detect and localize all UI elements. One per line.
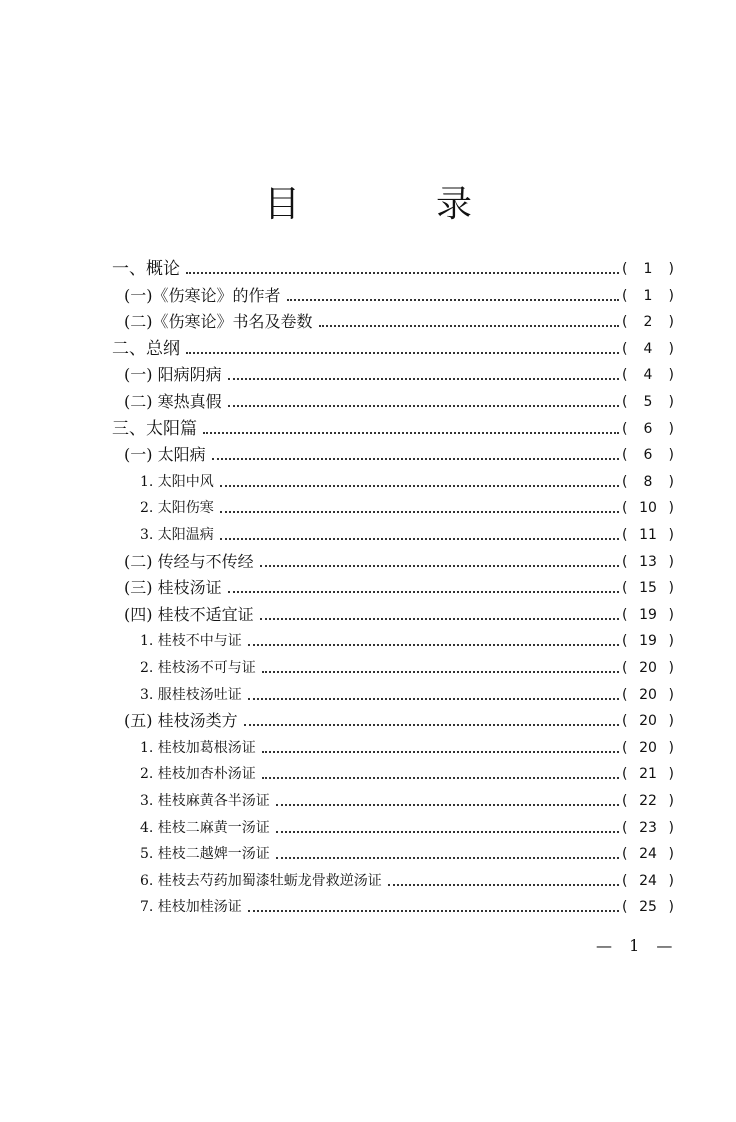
toc-page-number: ( 6 ) xyxy=(622,420,674,437)
toc-entry xyxy=(0,868,736,892)
dot-leader xyxy=(220,509,619,513)
dot-leader xyxy=(248,696,619,700)
dot-leader xyxy=(220,483,619,487)
toc-entry xyxy=(0,655,736,679)
toc-entry-label: 1. 桂枝不中与证 xyxy=(140,633,242,650)
toc-entry-label: 5. 桂枝二越婢一汤证 xyxy=(140,846,270,863)
dot-leader xyxy=(260,616,619,620)
dot-leader xyxy=(228,589,619,593)
toc-page-number: ( 20 ) xyxy=(622,739,674,756)
toc-entry-label: 2. 桂枝汤不可与证 xyxy=(140,660,256,676)
dot-leader xyxy=(203,430,619,434)
toc-entry-label: 3. 服桂枝汤吐证 xyxy=(140,686,242,703)
toc-entry xyxy=(0,602,736,626)
page-number-footer: — 1 — xyxy=(596,936,679,955)
toc-page-number: ( 25 ) xyxy=(622,899,674,916)
toc-entry xyxy=(0,815,736,839)
toc-entry xyxy=(0,469,736,493)
toc-page-number: ( 20 ) xyxy=(622,660,674,676)
toc-entry xyxy=(0,894,736,918)
toc-page-number: ( 20 ) xyxy=(622,686,674,703)
toc-entry xyxy=(0,735,736,759)
dot-leader xyxy=(244,722,619,726)
dot-leader xyxy=(228,376,619,380)
toc-entry xyxy=(0,442,736,466)
toc-entry-label: 一、概论 xyxy=(112,259,180,279)
toc-entry-label: 1. 桂枝加葛根汤证 xyxy=(140,739,256,756)
toc-entry-label: (二) 寒热真假 xyxy=(124,392,222,411)
toc-page-number: ( 5 ) xyxy=(622,394,674,410)
toc-entry xyxy=(0,522,736,546)
toc-entry xyxy=(0,336,736,360)
toc-entry-label: (一)《伤寒论》的作者 xyxy=(124,285,281,305)
toc-entry-label: (四) 桂枝不适宜证 xyxy=(124,604,254,624)
toc-entry xyxy=(0,682,736,706)
toc-page-number: ( 8 ) xyxy=(622,473,674,490)
toc-entry xyxy=(0,416,736,440)
dot-leader xyxy=(388,882,619,886)
dot-leader xyxy=(262,749,619,753)
toc-page-number: ( 13 ) xyxy=(622,553,674,570)
toc-page-number: ( 4 ) xyxy=(622,340,674,357)
page-title: 目 录 xyxy=(263,184,522,225)
toc-entry xyxy=(0,309,736,333)
toc-page-number: ( 1 ) xyxy=(622,261,674,277)
toc-entry xyxy=(0,495,736,519)
toc-entry xyxy=(0,256,736,280)
dot-leader xyxy=(276,829,619,833)
toc-page-number: ( 24 ) xyxy=(622,872,674,889)
toc-entry-label: 二、总纲 xyxy=(112,338,180,359)
dot-leader xyxy=(276,855,619,859)
toc-page-number: ( 4 ) xyxy=(622,367,674,384)
toc-page-number: ( 11 ) xyxy=(622,527,674,543)
toc-entry-label: 1. 太阳中风 xyxy=(140,473,214,490)
toc-page-number: ( 19 ) xyxy=(622,633,674,650)
toc-entry-label: 7. 桂枝加桂汤证 xyxy=(140,899,242,916)
dot-leader xyxy=(186,270,619,274)
toc-page-number: ( 20 ) xyxy=(622,713,674,730)
dot-leader xyxy=(248,642,619,646)
dot-leader xyxy=(319,323,620,327)
toc-entry xyxy=(0,761,736,785)
toc-entry-label: 2. 太阳伤寒 xyxy=(140,500,214,517)
dot-leader xyxy=(186,350,619,354)
dot-leader xyxy=(260,563,619,567)
toc-entry-label: (三) 桂枝汤证 xyxy=(124,578,222,598)
toc-page-number: ( 15 ) xyxy=(622,580,674,597)
toc-page-number: ( 6 ) xyxy=(622,447,674,464)
toc-entry-label: 3. 太阳温病 xyxy=(140,527,214,543)
toc-entry xyxy=(0,841,736,865)
toc-entry-label: (二)《伤寒论》书名及卷数 xyxy=(124,312,313,332)
toc-entry xyxy=(0,362,736,386)
toc-entry-label: (五) 桂枝汤类方 xyxy=(124,711,238,731)
dot-leader xyxy=(212,456,619,460)
dot-leader xyxy=(262,669,619,673)
toc-page-number: ( 2 ) xyxy=(622,314,674,331)
dot-leader xyxy=(248,908,619,912)
dot-leader xyxy=(262,775,619,779)
toc-entry-label: 4. 桂枝二麻黄一汤证 xyxy=(140,819,270,836)
toc-entry xyxy=(0,549,736,573)
toc-page-number: ( 22 ) xyxy=(622,793,674,809)
toc-entry-label: 三、太阳篇 xyxy=(112,418,197,439)
dot-leader xyxy=(228,403,619,407)
dot-leader xyxy=(220,536,619,540)
toc-entry-label: 3. 桂枝麻黄各半汤证 xyxy=(140,793,270,809)
dot-leader xyxy=(276,802,619,806)
toc-page-number: ( 10 ) xyxy=(622,500,674,517)
toc-entry-label: (二) 传经与不传经 xyxy=(124,551,254,571)
toc-entry xyxy=(0,389,736,413)
toc-entry-label: (一) 阳病阴病 xyxy=(124,365,222,385)
toc-page-number: ( 1 ) xyxy=(622,287,674,304)
toc-entry xyxy=(0,708,736,732)
toc-entry xyxy=(0,283,736,307)
toc-page-number: ( 24 ) xyxy=(622,846,674,863)
toc-entry xyxy=(0,788,736,812)
toc-page-number: ( 21 ) xyxy=(622,766,674,783)
toc-page-number: ( 19 ) xyxy=(622,606,674,623)
toc-entry xyxy=(0,628,736,652)
toc-entry-label: 6. 桂枝去芍药加蜀漆牡蛎龙骨救逆汤证 xyxy=(140,872,382,889)
toc-entry-label: 2. 桂枝加杏朴汤证 xyxy=(140,766,256,783)
toc-page-number: ( 23 ) xyxy=(622,819,674,836)
toc-entry xyxy=(0,575,736,599)
toc-entry-label: (一) 太阳病 xyxy=(124,445,206,465)
dot-leader xyxy=(287,297,620,301)
